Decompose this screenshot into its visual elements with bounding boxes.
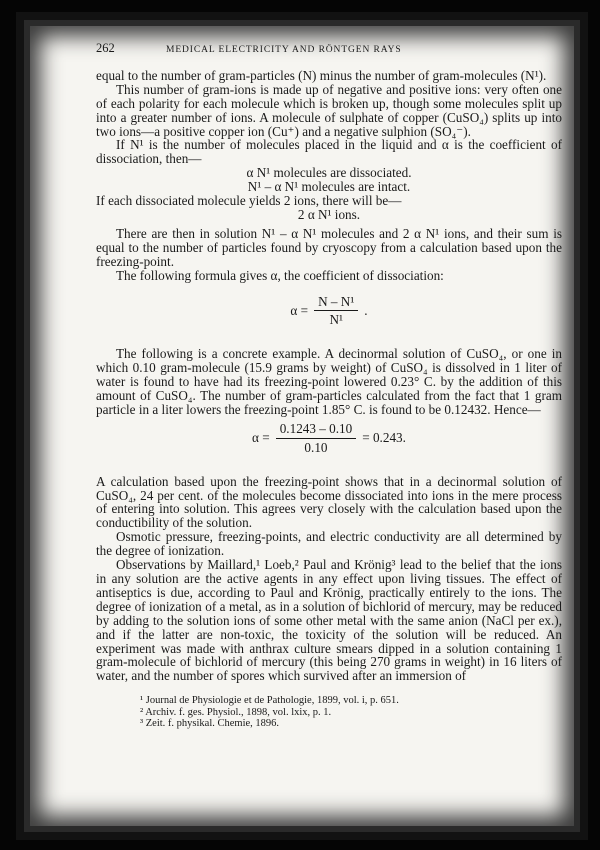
footnote-1: ¹ Journal de Physiologie et de Pathologie, 1899, vol. i, p. 651. [140, 695, 399, 707]
page-content [96, 42, 562, 730]
formula-dissociation [96, 295, 562, 328]
running-head: MEDICAL ELECTRICITY AND RÖNTGEN RAYS [166, 45, 402, 55]
page-number: 262 [96, 41, 115, 55]
formula-2-fraction [276, 422, 357, 455]
formula-1-trail: . [364, 302, 368, 318]
footnote-3: ³ Zeit. f. physikal. Chemie, 1896. [140, 718, 280, 730]
paragraph-6: The following formula gives α, the coefficient of dissociation: [116, 267, 444, 283]
paragraph-1: equal to the number of gram-particles (N) minus the number of gram-molecules (N¹). [96, 67, 547, 83]
paragraph-9: Osmotic pressure, freezing-points, and electric conductivity are all determined by the degree of ionization. [96, 529, 562, 559]
formula-1-numerator: N – N¹ [314, 295, 358, 312]
equation-ions: 2 α N¹ ions. [297, 206, 361, 222]
paragraph-7: The following is a concrete example. A decinormal solution of CuSO₄, or one in which 0.10 gram-molecule (15.9 grams by weight) of CuSO₄ is dissolved in 1 liter of water is found to have had its freezing-point lowered 0.23° C. by the addition of this amount of CuSO₄. The number of gram-particles calculated from the fact that 1 gram particle in a liter lowers the freezing-point 1.85° C. is found to be 0.12432. Hence— [96, 346, 562, 417]
footnote-2: ² Archiv. f. ges. Physiol., 1898, vol. lxix, p. 1. [140, 706, 332, 718]
formula-1-fraction [314, 295, 358, 328]
footnotes [96, 695, 562, 730]
equation-dissociated: α N¹ molecules are dissociated. [246, 165, 412, 181]
paragraph-2: This number of gram-ions is made up of negative and positive ions: very often one of each polarity for each molecule which is broken up, though some molecules split up into a greater number of ions. A molecule of sulphate of copper (CuSO₄) splits up into two ions—a positive copper ion (Cu⁺) and a negative sulphion (SO₄⁻). [96, 81, 562, 139]
paragraph-10: Observations by Maillard,¹ Loeb,² Paul and Krönig³ lead to the belief that the ions in any solution are the active agents in any effect upon living tissues. The effect of antiseptics is due, according to Paul and Krönig, practically entirely to the ions. The degree of ionization of a metal, as in a solution of bichlorid of mercury, may be reduced by adding to the solution ions of some other metal with the same anion (NaCl per ex.), and if the latter are non-toxic, the toxicity of the solution will be reduced. An experiment was made with anthrax culture smears dipped in a solution containing 1 gram-molecule of bichlorid of mercury (this being 270 grams in weight) in 16 liters of water, and the number of spores which survived after an immersion of [96, 557, 562, 684]
paragraph-8: A calculation based upon the freezing-point shows that in a decinormal solution of CuSO₄, 24 per cent. of the molecules become dissociated into ions in the mere process of entering into solution. This agrees very closely with the calculation based upon the conductibility of the solution. [96, 473, 562, 531]
formula-example [96, 422, 562, 455]
formula-1-lhs: α = [290, 302, 309, 318]
formula-2-denominator: 0.10 [304, 439, 328, 455]
formula-2-numerator: 0.1243 – 0.10 [276, 422, 357, 439]
formula-2-rhs: = 0.243. [362, 430, 406, 446]
formula-1-denominator: N¹ [329, 312, 343, 328]
equation-intact: N¹ – α N¹ molecules are intact. [247, 179, 411, 195]
page-header [96, 42, 562, 58]
book-page [30, 26, 574, 826]
formula-2-lhs: α = [252, 430, 270, 446]
paragraph-4: If each dissociated molecule yields 2 ions, there will be— [96, 193, 402, 209]
paragraph-3: If N¹ is the number of molecules placed in the liquid and α is the coefficient of dissociation, then— [96, 137, 562, 167]
paragraph-5: There are then in solution N¹ – α N¹ molecules and 2 α N¹ ions, and their sum is equal to the number of particles found by cryoscopy from a calculation based upon the freezing-point. [96, 225, 562, 269]
